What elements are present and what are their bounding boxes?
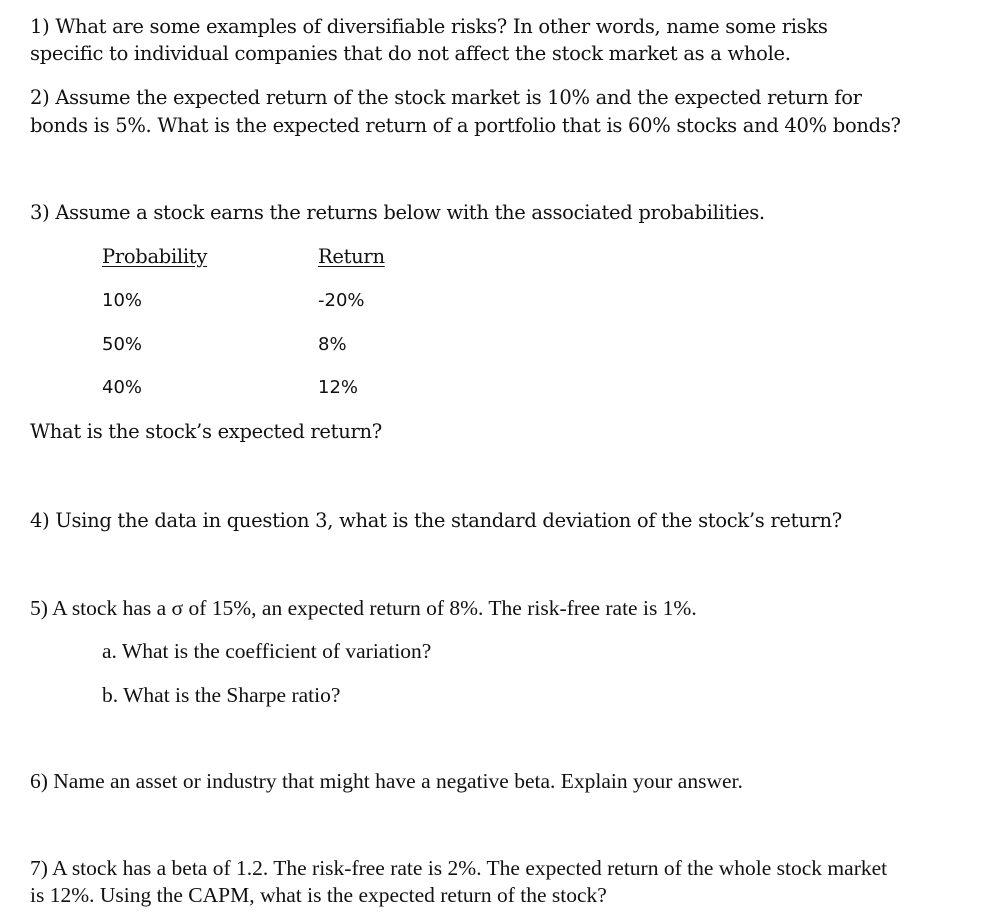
q3-intro: 3) Assume a stock earns the returns below with the associated probabilities.: [30, 201, 765, 224]
q7-line-2: is 12%. Using the CAPM, what is the expected return of the stock?: [30, 883, 607, 907]
q5-text: 5) A stock has a σ of 15%, an expected return of 8%. The risk-free rate is 1%.: [30, 596, 697, 620]
q4-text: 4) Using the data in question 3, what is the standard deviation of the stock’s return?: [30, 509, 842, 532]
q1-line-1: 1) What are some examples of diversifiable risks? In other words, name some risks: [30, 15, 828, 38]
q5-part-b: b. What is the Sharpe ratio?: [102, 683, 341, 707]
row-2-probability: 50%: [102, 334, 143, 355]
q7-line-1: 7) A stock has a beta of 1.2. The risk-free rate is 2%. The expected return of the whole stock market: [30, 856, 888, 880]
row-1-return: -20%: [318, 290, 365, 311]
row-2-return: 8%: [318, 334, 347, 355]
q2-line-1: 2) Assume the expected return of the stock market is 10% and the expected return for: [30, 86, 862, 109]
q1-line-2: specific to individual companies that do not affect the stock market as a whole.: [30, 42, 791, 65]
probability-column-header: Probability: [102, 245, 208, 268]
q2-line-2: bonds is 5%. What is the expected return of a portfolio that is 60% stocks and 40% bonds?: [30, 114, 901, 137]
row-3-probability: 40%: [102, 377, 143, 398]
q3-question: What is the stock’s expected return?: [30, 420, 382, 443]
return-column-header: Return: [318, 245, 385, 268]
q6-text: 6) Name an asset or industry that might have a negative beta. Explain your answer.: [30, 769, 743, 793]
q5-part-a: a. What is the coefficient of variation?: [102, 639, 432, 663]
row-3-return: 12%: [318, 377, 359, 398]
row-1-probability: 10%: [102, 290, 143, 311]
